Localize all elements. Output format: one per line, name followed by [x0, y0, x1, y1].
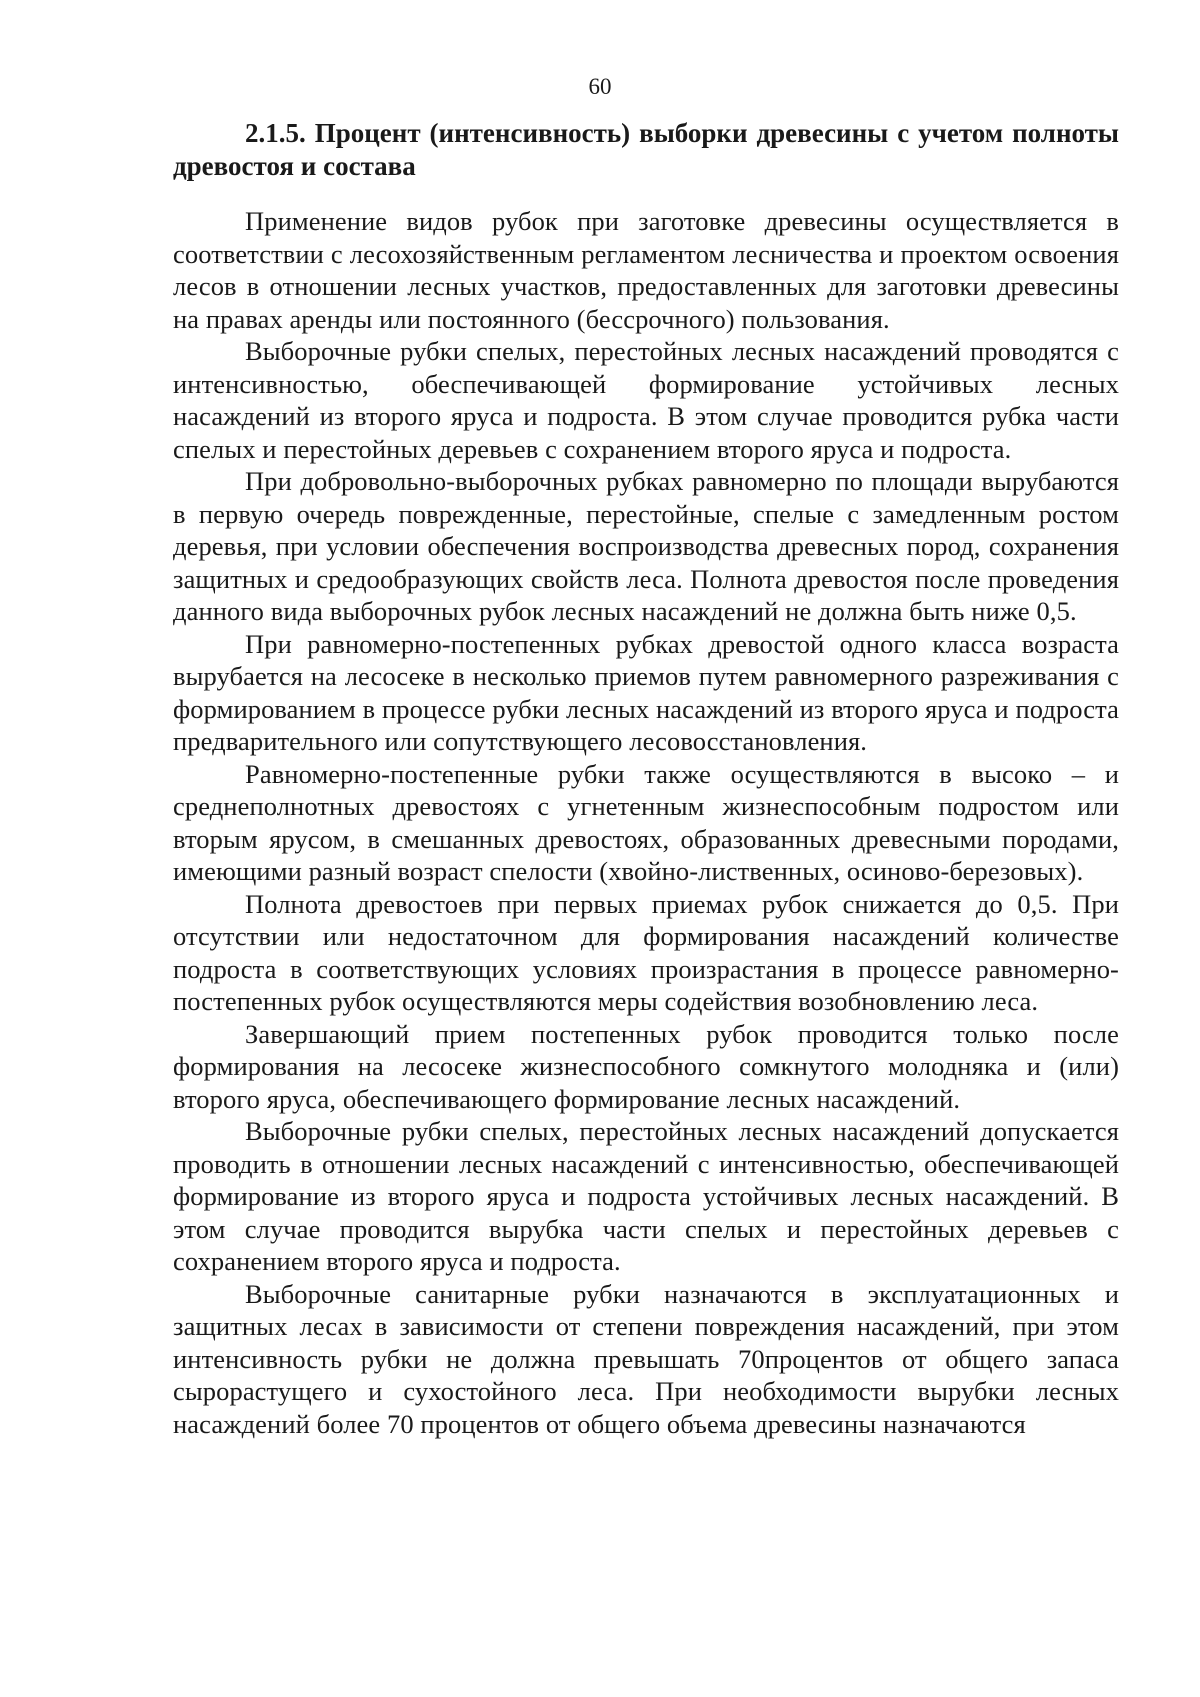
paragraph: При добровольно-выборочных рубках равномерно по площади вырубаются в первую очередь поврежденные, перестойные, спелые с замедленным ростом деревья, при условии обеспечения воспроизводства древесных пород, сохранения защитных и средообразующих свойств леса. Полнота древостоя после проведения данного вида выборочных рубок лесных насаждений не должна быть ниже 0,5.	[173, 466, 1119, 626]
paragraph: Полнота древостоев при первых приемах рубок снижается до 0,5. При отсутствии или недостаточном для формирования насаждений количестве подроста в соответствующих условиях произрастания в процессе равномерно-постепенных рубок осуществляются меры содействия возобновлению леса.	[173, 888, 1119, 1016]
paragraph: Выборочные санитарные рубки назначаются в эксплуатационных и защитных лесах в зависимости от степени повреждения насаждений, при этом интенсивность рубки не должна превышать 70процентов от общего запаса сырорастущего и сухостойного леса. При необходимости вырубки лесных насаждений более 70 процентов от общего объема древесины назначаются	[173, 1278, 1119, 1439]
page-content	[173, 117, 1119, 1440]
paragraph: При равномерно-постепенных рубках древостой одного класса возраста вырубается на лесосеке в несколько приемов путем равномерного разреживания с формированием в процессе рубки лесных насаждений из второго яруса и подроста предварительного или сопутствующего лесовосстановления.	[173, 628, 1119, 756]
page-number: 60	[588, 74, 612, 99]
section-heading: 2.1.5. Процент (интенсивность) выборки древесины с учетом полноты древостоя и состава	[173, 118, 1119, 181]
paragraph: Применение видов рубок при заготовке древесины осуществляется в соответствии с лесохозяйственным регламентом лесничества и проектом освоения лесов в отношении лесных участков, предоставленных для заготовки древесины на правах аренды или постоянного (бессрочного) пользования.	[173, 206, 1119, 334]
paragraph: Выборочные рубки спелых, перестойных лесных насаждений допускается проводить в отношении лесных насаждений с интенсивностью, обеспечивающей формирование из второго яруса и подроста устойчивых лесных насаждений. В этом случае проводится вырубка части спелых и перестойных деревьев с сохранением второго яруса и подроста.	[173, 1116, 1119, 1276]
paragraph: Равномерно-постепенные рубки также осуществляются в высоко – и среднеполнотных древостоях с угнетенным жизнеспособным подростом или вторым ярусом, в смешанных древостоях, образованных древесными породами, имеющими разный возраст спелости (хвойно-лиственных, осиново-березовых).	[173, 758, 1119, 886]
paragraph: Выборочные рубки спелых, перестойных лесных насаждений проводятся с интенсивностью, обеспечивающей формирование устойчивых лесных насаждений из второго яруса и подроста. В этом случае проводится рубка части спелых и перестойных деревьев с сохранением второго яруса и подроста.	[173, 336, 1119, 464]
paragraph: Завершающий прием постепенных рубок проводится только после формирования на лесосеке жизнеспособного сомкнутого молодняка и (или) второго яруса, обеспечивающего формирование лесных насаждений.	[173, 1018, 1119, 1114]
